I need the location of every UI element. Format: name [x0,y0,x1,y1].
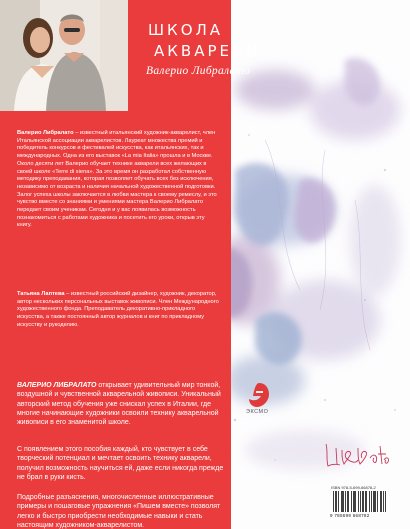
barcode-bar [380,491,381,512]
signature-text: LibRalato [357,457,362,458]
barcode-bar [381,491,382,512]
barcode-bar [343,491,344,512]
author-photo [0,0,128,111]
barcode-bar [385,491,386,512]
barcode-bar [375,491,376,512]
barcode [331,490,389,513]
barcode-bars [331,490,389,513]
barcode-bar [354,491,355,512]
barcode-bar [358,491,359,512]
blurb-paragraph-3 [17,493,229,529]
isbn-label: ISBN 978-5-699-66878-2 [331,485,376,490]
barcode-bar [369,491,370,512]
barcode-bar [360,491,361,512]
barcode-bar [371,491,372,512]
publisher-name: ЭКСМО [246,409,269,415]
barcode-bar [377,491,378,512]
barcode-bar [351,491,352,512]
cover-author-name: Валерио Либралато [146,65,251,77]
author-biography [17,130,219,230]
series-title [148,20,288,62]
author-photo-illustration [0,0,128,111]
barcode-bar [363,491,364,512]
publisher-logo-icon [247,381,271,411]
barcode-bar [347,491,348,512]
translator-biography [17,291,219,330]
barcode-number: 9 785699 668782 [330,513,370,518]
barcode-bar [374,491,375,512]
barcode-bar [333,491,334,512]
barcode-bar [338,491,339,512]
blurb-p3-text: Подробные разъяснения, многочисленные иллюстративные примеры и пошаговые упражнения «Пишем вместе» позволят легко и быстро приобрести необходимые навыки и стать настоящим художником-акварелистом. [17,494,221,529]
barcode-bar [335,491,336,512]
barcode-bar [365,491,366,512]
barcode-bar [373,491,374,512]
bio-translator-text: – известный российский дизайнер, художник, декоратор, автор нескольких персональных выставок живописи. Член Международного художественного фонда. Преподаватель декоративно-прикладного искусства, а также постоянный автор журналов и книг по прикладному искусству и рукоделию. [17,291,219,328]
blurb-p2-text: С появлением этого пособия каждый, кто чувствует в себе творческий потенциал и мечтает освоить технику акварели, получил возможность научиться ей, даже если никогда прежде не брал в руки кисть. [17,446,224,481]
barcode-bar [366,491,367,512]
bio-author-text: – известный итальянский художник-акварелист, член Итальянской ассоциации акварелистов. Лауреат множества премий и победитель конкурсов и фестивалей искусства, как итальянских, так и международных. Одна из его выставок «La mia Italia» прошла и в Москве. Около десяти лет Валерио обучает технике акварели всех желающих в своей школе «Terre di siena». За это время он разработал собственную методику преподавания, которая позволяет обучать всех без исключения, независимо от возраста и наличия начальной художественной подготовки. Залог успеха школы заключается в любви мастера к своему ремеслу, и это чувство вместе со знаниями и умениями мастера Валерио Либралато передает своим ученикам. Сегодня и у вас появилась возможность познакомиться с работами художника и посетить его уроки, открыв эту книгу. [17,130,217,229]
blurb-paragraph-1 [17,381,229,427]
signature-graphic [322,440,392,470]
barcode-bar [341,491,342,512]
bio-author-name: Валерио Либралато [17,130,74,136]
barcode-bar [362,491,363,512]
barcode-bar [345,491,346,512]
blurb-p1-text: открывает удивительный мир тонкой, воздушной и чувственной акварельной живописи. Уникальный авторский метод обучения уже снискал успех в Италии, где многие начинающие художники освоили технику акварельной живописи в его знаменитой школе. [17,382,221,427]
barcode-bar [383,491,384,512]
barcode-bar [348,491,349,512]
series-title-line1: ШКОЛА [148,21,224,39]
blurb-paragraph-2 [17,445,229,482]
blurb-author-name: ВАЛЕРИО ЛИБРАЛАТО [17,382,97,389]
series-title-line2: АКВАРЕЛИ [154,42,261,60]
barcode-bar [336,491,337,512]
barcode-bar [353,491,354,512]
barcode-bar [342,491,343,512]
barcode-bar [355,491,356,512]
bio-translator-name: Татьяна Лаптева [17,291,65,297]
